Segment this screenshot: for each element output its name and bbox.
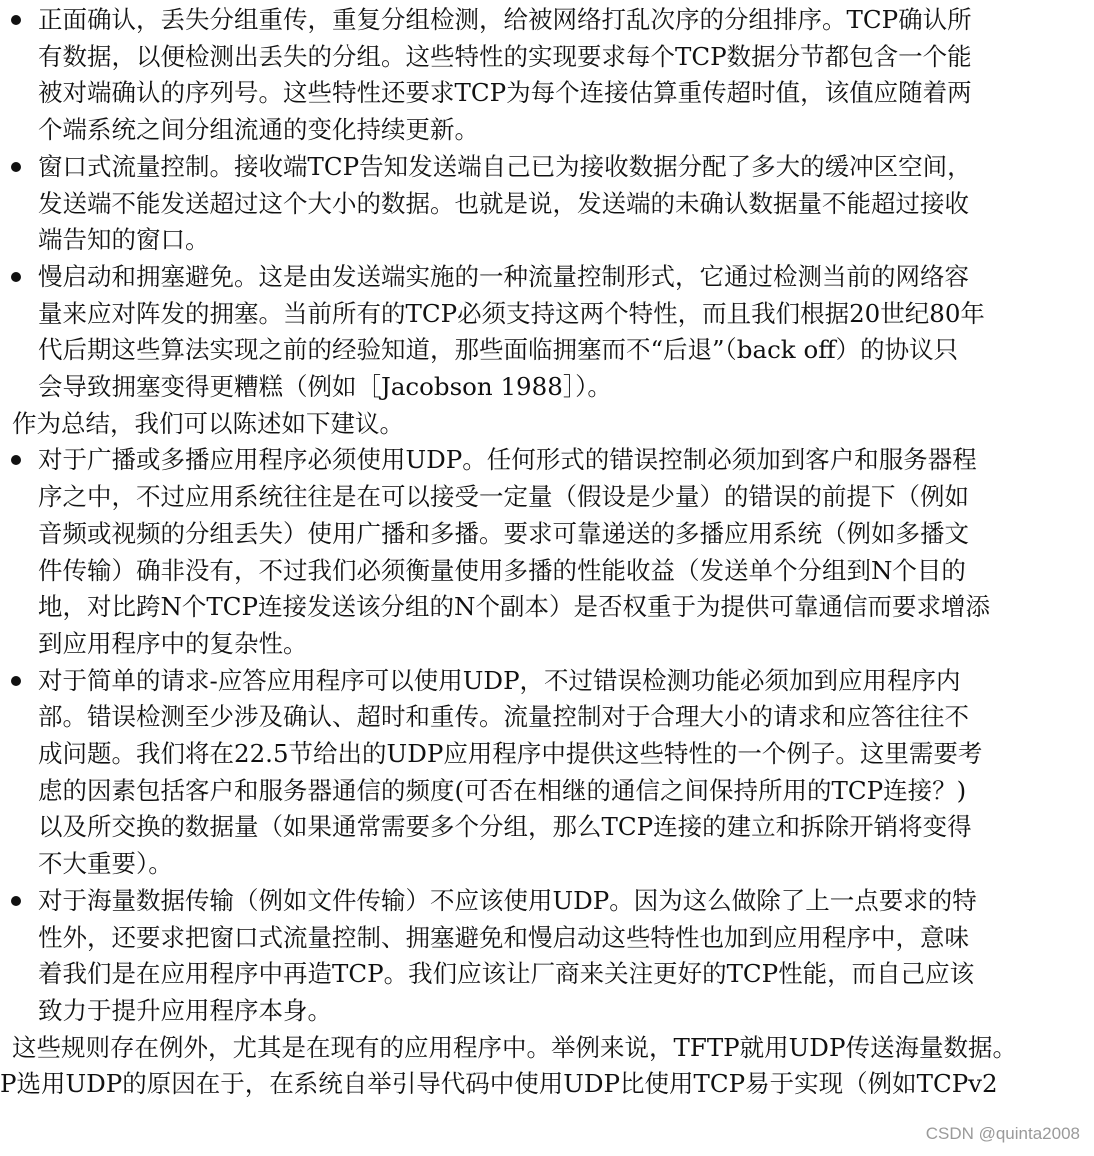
bullet-icon (11, 272, 21, 282)
text-line (0, 589, 1094, 625)
line-text: 不大重要）。 (38, 849, 173, 879)
line-text: 发送端不能发送超过这个大小的数据。也就是说，发送端的未确认数据量不能超过接收 (38, 188, 969, 218)
text-line (0, 699, 1094, 735)
line-text: 对于海量数据传输（例如文件传输）不应该使用UDP。因为这么做除了上一点要求的特 (38, 885, 977, 915)
text-line (0, 39, 1094, 75)
text-line (0, 663, 1094, 699)
text-line (0, 442, 1094, 478)
line-text: 着我们是在应用程序中再造TCP。我们应该让厂商来关注更好的TCP性能，而自己应该 (38, 959, 975, 989)
line-text: 件传输）确非没有，不过我们必须衡量使用多播的性能收益（发送单个分组到N个目的 (38, 555, 966, 585)
line-text: 个端系统之间分组流通的变化持续更新。 (38, 115, 479, 145)
bullet-icon (11, 676, 21, 686)
text-line (0, 993, 1094, 1029)
text-line (0, 846, 1094, 882)
text-line (0, 920, 1094, 956)
bullet-icon (11, 455, 21, 465)
line-text: 性外，还要求把窗口式流量控制、拥塞避免和慢启动这些特性也加到应用程序中，意味 (38, 922, 969, 952)
line-text: 对于广播或多播应用程序必须使用UDP。任何形式的错误控制必须加到客户和服务器程 (38, 445, 977, 475)
text-line (0, 956, 1094, 992)
line-text: 到应用程序中的复杂性。 (38, 628, 308, 658)
line-text: 对于简单的请求-应答应用程序可以使用UDP，不过错误检测功能必须加到应用程序内 (38, 665, 961, 695)
text-line (0, 553, 1094, 589)
text-line (0, 369, 1094, 405)
text-line (0, 112, 1094, 148)
line-text: 地，对比跨N个TCP连接发送该分组的N个副本）是否权重于为提供可靠通信而要求增添 (38, 592, 990, 622)
text-line (0, 516, 1094, 552)
text-line (0, 736, 1094, 772)
bullet-icon (11, 896, 21, 906)
line-text: 虑的因素包括客户和服务器通信的频度(可否在相继的通信之间保持所用的TCP连接？) (38, 775, 967, 805)
line-text: 以及所交换的数据量（如果通常需要多个分组，那么TCP连接的建立和拆除开销将变得 (38, 812, 972, 842)
line-text: 这些规则存在例外，尤其是在现有的应用程序中。举例来说，TFTP就用UDP传送海量数据。 (12, 1032, 1017, 1062)
line-text: 会导致拥塞变得更糟糕（例如［Jacobson 1988］）。 (38, 372, 612, 401)
line-text: 致力于提升应用程序本身。 (38, 995, 332, 1025)
line-text: 正面确认，丢失分组重传，重复分组检测，给被网络打乱次序的分组排序。TCP确认所 (38, 5, 972, 34)
line-text: 被对端确认的序列号。这些特性还要求TCP为每个连接估算重传超时值，该值应随着两 (38, 78, 972, 108)
text-line (0, 296, 1094, 332)
text-line (0, 149, 1094, 185)
line-text: 成问题。我们将在22.5节给出的UDP应用程序中提供这些特性的一个例子。这里需要考 (38, 739, 983, 768)
text-line (0, 809, 1094, 845)
line-text: 窗口式流量控制。接收端TCP告知发送端自己已为接收数据分配了多大的缓冲区空间， (38, 151, 972, 181)
line-text: P选用UDP的原因在于，在系统自举引导代码中使用UDP比使用TCP易于实现（例如TCPv2 (0, 1069, 998, 1099)
text-line (0, 75, 1094, 111)
line-text: 序之中，不过应用系统往往是在可以接受一定量（假设是少量）的错误的前提下（例如 (38, 482, 969, 512)
text-line (0, 1066, 1094, 1102)
text-line (0, 883, 1094, 919)
line-text: 量来应对阵发的拥塞。当前所有的TCP必须支持这两个特性，而且我们根据20世纪80年 (38, 298, 985, 328)
csdn-watermark: CSDN @quinta2008 (925, 1124, 1080, 1143)
text-line (0, 773, 1094, 809)
text-line (0, 186, 1094, 222)
line-text: 音频或视频的分组丢失）使用广播和多播。要求可靠递送的多播应用系统（例如多播文 (38, 518, 969, 548)
text-line (0, 626, 1094, 662)
line-text: 作为总结，我们可以陈述如下建议。 (12, 408, 404, 438)
line-text: 慢启动和拥塞避免。这是由发送端实施的一种流量控制形式，它通过检测当前的网络容 (38, 261, 969, 291)
text-line (0, 2, 1094, 38)
line-text: 部。错误检测至少涉及确认、超时和重传。流量控制对于合理大小的请求和应答往往不 (38, 702, 969, 732)
bullet-icon (11, 15, 21, 25)
line-text: 有数据，以便检测出丢失的分组。这些特性的实现要求每个TCP数据分节都包含一个能 (38, 41, 972, 71)
text-line (0, 222, 1094, 258)
text-line (0, 1030, 1094, 1066)
bullet-icon (11, 162, 21, 172)
line-text: 端告知的窗口。 (38, 225, 210, 255)
text-line (0, 406, 1094, 442)
text-line (0, 479, 1094, 515)
text-line (0, 332, 1094, 368)
text-line (0, 259, 1094, 295)
line-text: 代后期这些算法实现之前的经验知道，那些面临拥塞而不“后退”（back off）的协议只 (38, 335, 959, 365)
